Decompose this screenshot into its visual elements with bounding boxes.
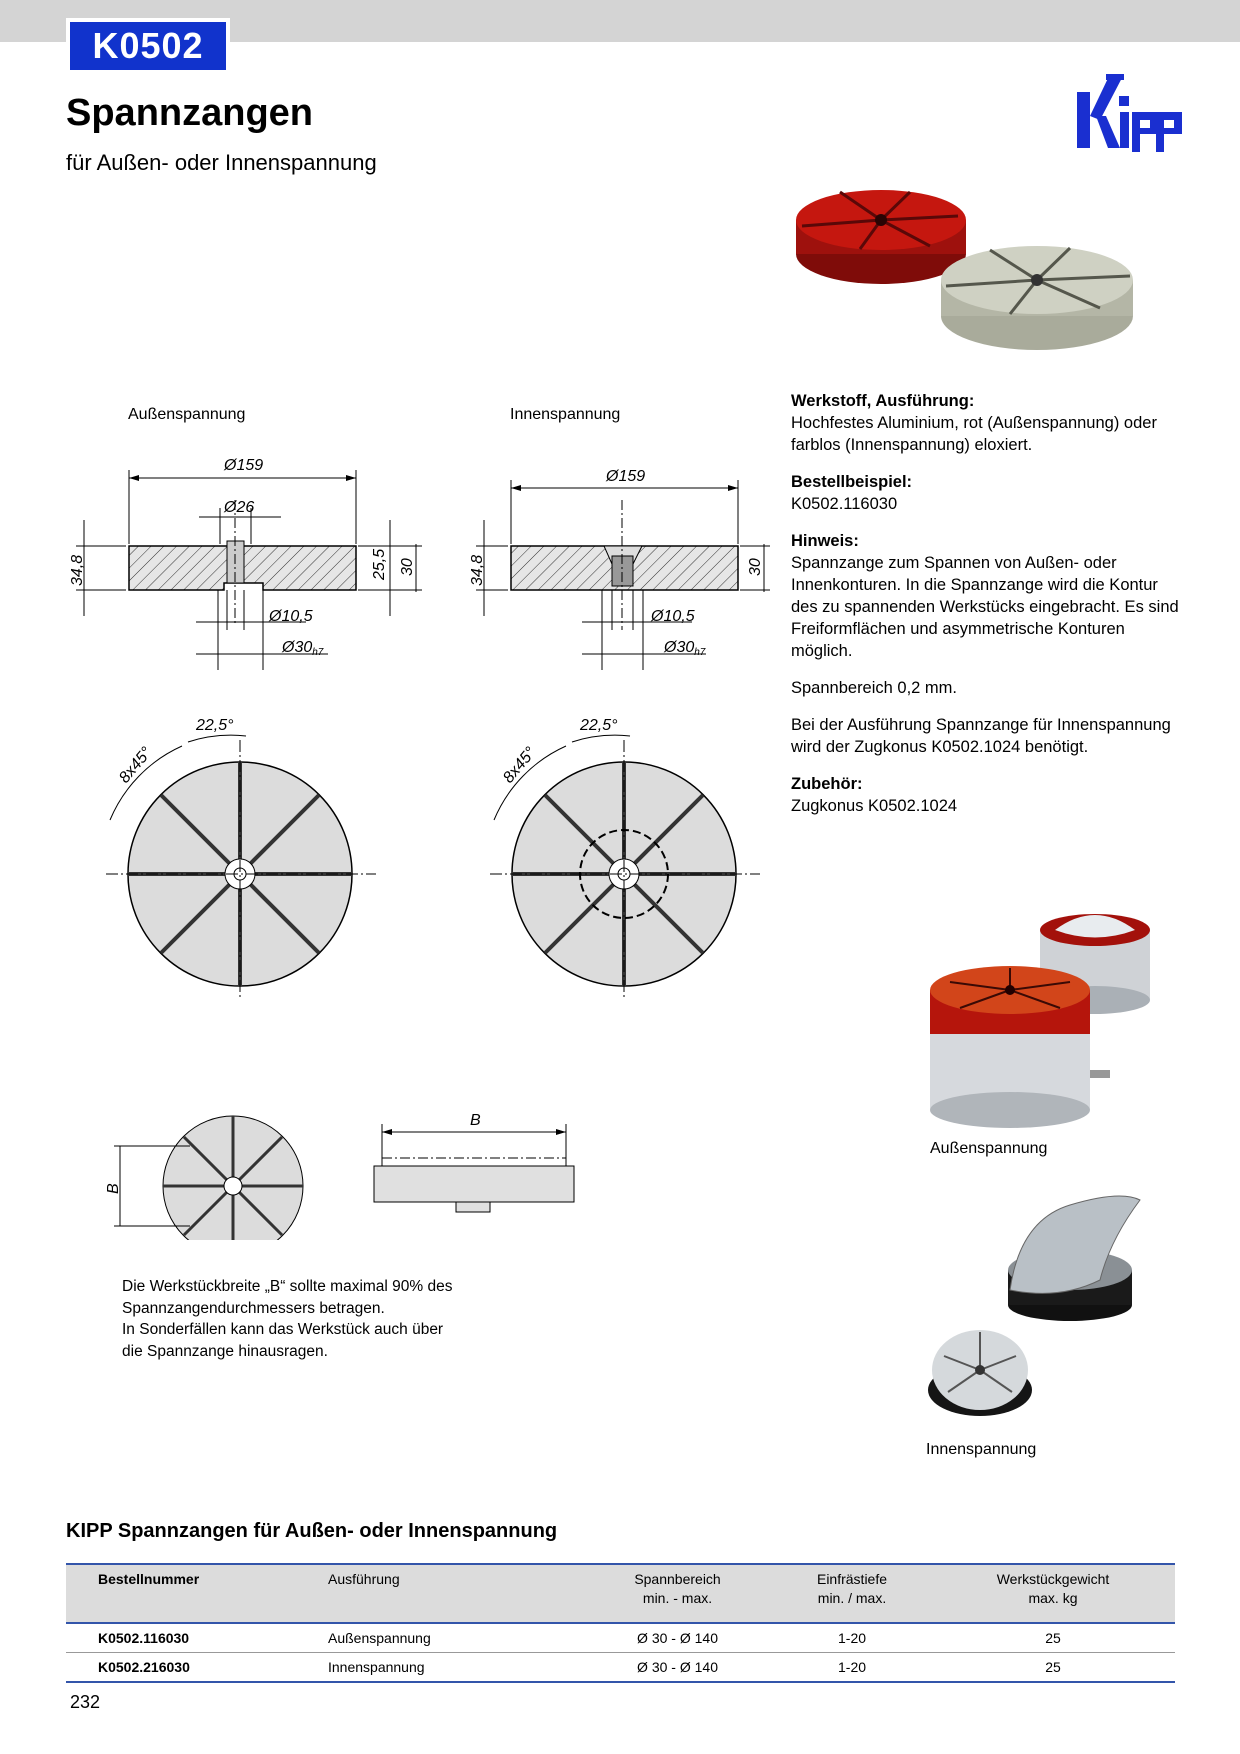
header-einfraestiefe: Einfrästiefe min. / max.	[773, 1564, 931, 1623]
page-title: Spannzangen	[66, 92, 314, 134]
workpiece-width-drawing	[100, 1110, 600, 1240]
note-line-1: Die Werkstückbreite „B“ sollte maximal 90% des	[122, 1278, 453, 1295]
ausfuehrung-text: Bei der Ausführung Spannzange für Innenspannung wird der Zugkonus K0502.1024 benötigt.	[791, 716, 1171, 756]
header-ausfuehrung: Ausführung	[262, 1564, 582, 1623]
dim-34-8: 34,8	[69, 554, 86, 586]
bestellbeispiel-heading: Bestellbeispiel:	[791, 473, 913, 491]
hinweis-heading: Hinweis:	[791, 532, 859, 550]
cell-ausfuehrung: Außenspannung	[262, 1623, 582, 1653]
outer-clamping-photo	[920, 890, 1170, 1130]
dim-d159-inner: Ø159	[606, 468, 646, 485]
spannbereich-text: Spannbereich 0,2 mm.	[791, 679, 958, 697]
product-code: K0502	[70, 22, 226, 70]
zubehoer-heading: Zubehör:	[791, 775, 863, 793]
kipp-logo	[1070, 72, 1186, 158]
dim-angle-outer: 22,5°	[196, 717, 234, 734]
dim-8x45-outer: 8x45°	[116, 744, 156, 787]
table-row	[66, 1653, 1175, 1683]
cell-spannbereich: Ø 30 - Ø 140	[582, 1623, 773, 1653]
werkstoff-heading: Werkstoff, Ausführung:	[791, 392, 975, 410]
dim-b: B	[470, 1112, 481, 1129]
page-subtitle: für Außen- oder Innenspannung	[66, 150, 377, 175]
label-innenspannung: Innenspannung	[510, 406, 621, 423]
caption-inner-photo: Innenspannung	[926, 1441, 1037, 1458]
dim-25-5: 25,5	[371, 548, 388, 580]
top-view-outer	[96, 700, 396, 1000]
dim-d30-inner: Ø30h7	[664, 639, 706, 658]
note-line-3: In Sonderfällen kann das Werkstück auch über	[122, 1321, 444, 1338]
product-table	[66, 1563, 1175, 1683]
table-header-row	[66, 1564, 1175, 1623]
top-view-inner	[480, 700, 780, 1000]
cell-ausfuehrung: Innenspannung	[262, 1653, 582, 1683]
cell-bestellnummer: K0502.116030	[66, 1623, 262, 1653]
note-line-2: Spannzangendurchmessers betragen.	[122, 1299, 385, 1317]
header-werkstueckgewicht: Werkstückgewicht max. kg	[931, 1564, 1175, 1623]
zubehoer-text: Zugkonus K0502.1024	[791, 797, 958, 815]
section-drawing-outer	[66, 440, 446, 680]
product-code-box	[66, 18, 230, 74]
caption-outer-photo: Außenspannung	[930, 1140, 1048, 1157]
dim-d10-5-inner: Ø10,5	[651, 608, 695, 625]
dim-b-left: B	[105, 1183, 122, 1194]
dim-8x45-inner: 8x45°	[500, 744, 540, 787]
dim-d159: Ø159	[224, 457, 264, 474]
label-aussenspannung: Außenspannung	[128, 406, 246, 423]
dim-d26: Ø26	[224, 499, 255, 516]
dim-d30: Ø30h7	[282, 639, 324, 658]
cell-werkstueckgewicht: 25	[931, 1653, 1175, 1683]
dim-angle-inner: 22,5°	[580, 717, 618, 734]
cell-spannbereich: Ø 30 - Ø 140	[582, 1653, 773, 1683]
werkstoff-text: Hochfestes Aluminium, rot (Außenspannung) oder farblos (Innenspannung) eloxiert.	[791, 414, 1157, 454]
cell-werkstueckgewicht: 25	[931, 1623, 1175, 1653]
page-number: 232	[70, 1692, 101, 1712]
info-column	[791, 390, 1181, 832]
cell-einfraestiefe: 1-20	[773, 1653, 931, 1683]
cell-bestellnummer: K0502.216030	[66, 1653, 262, 1683]
table-title: KIPP Spannzangen für Außen- oder Innenspannung	[66, 1520, 558, 1542]
dim-30-inner: 30	[747, 558, 764, 576]
bestellbeispiel-text: K0502.116030	[791, 495, 898, 513]
table-row	[66, 1623, 1175, 1653]
dim-34-8-inner: 34,8	[469, 554, 486, 586]
dim-d10-5: Ø10,5	[269, 608, 313, 625]
workpiece-width-note	[122, 1276, 482, 1362]
header-bestellnummer: Bestellnummer	[66, 1564, 262, 1623]
note-line-4: die Spannzange hinausragen.	[122, 1342, 328, 1360]
section-drawing-inner	[446, 440, 806, 680]
collets-photo	[780, 180, 1160, 370]
header-spannbereich: Spannbereich min. - max.	[582, 1564, 773, 1623]
hinweis-text: Spannzange zum Spannen von Außen- oder Innenkonturen. In die Spannzange wird die Kontur des zu spannenden Werkstücks eingebracht. Es sind Freiformflächen und asymmetrische Konturen möglich.	[791, 554, 1179, 660]
cell-einfraestiefe: 1-20	[773, 1623, 931, 1653]
dim-30: 30	[399, 558, 416, 576]
inner-clamping-photo	[920, 1180, 1170, 1430]
